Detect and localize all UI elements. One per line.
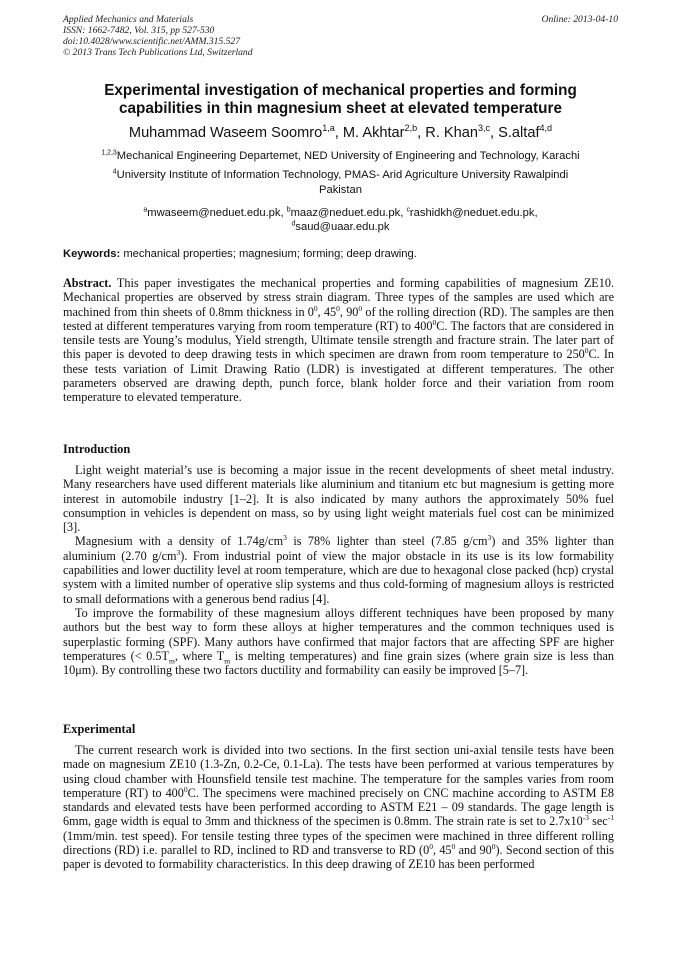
affiliation-sup: 1,2,3 [101,149,117,157]
para-sub: m [168,656,175,666]
issn-line: ISSN: 1662-7482, Vol. 315, pp 527-530 [63,25,215,36]
keywords [63,247,618,262]
para-sup: 3 [487,533,492,543]
affiliation-1 [63,149,618,164]
para-sup: 3 [176,547,181,557]
para-text: ) and 35% lighter than aluminium (2.70 g/cm [63,534,615,563]
abstract [63,276,614,405]
author-name: S.altaf [498,125,540,141]
para-text: is 78% lighter than steel (7.85 g/cm [286,534,488,549]
affiliation-text: University Institute of Information Technology, PMAS- Arid Agriculture University Rawalpindi [116,169,569,181]
email-c: rashidkh@neduet.edu.pk [409,207,535,219]
journal-header [63,14,618,58]
author-sup: 2,b [404,123,418,134]
para-text: ). From industrial point of view the major obstacle in its use is its low formability capabilities and lower ductility level at room temperature, which are due to hexagonal close packed (hcp) crystal system with a limited number of operative slip systems and thus cold-forming of magnesium alloys is restricted to small deformations with a generous bend radius [4]. [63,548,614,606]
para-text: ). Second section of this paper is devoted to formability characteristics. In this deep drawing of ZE10 has been performed [63,843,614,872]
degree-sup: 0 [432,317,437,327]
para-sup: 0 [451,842,456,852]
intro-paragraph-1: Light weight material’s use is becoming a major issue in the recent developments of sheet metal industry. Many researchers have used different materials like aluminium and titanium etc but magnesium is getting more interest in automobile industry [1–2]. It is also indicated by many authors the approximately 50% fuel consumption in vehicles is dependent on mass, so by using light weight materials fuel cost can be minimized [3]. [63,463,614,535]
para-text: is melting temperatures) and fine grain sizes (where grain size is less than 10μm). By controlling these two factors ductility and formability can easily be improved [5–7]. [63,648,614,678]
email-sup: b [286,206,291,214]
abstract-label: Abstract. [63,276,112,290]
degree-sup: 0 [358,303,363,313]
para-sub: m [224,656,231,666]
affiliation-2 [63,168,618,198]
keywords-label: Keywords: [63,248,121,260]
para-text: To improve the formability of these magnesium alloys different techniques have been proposed by many authors but the best way to form these alloys at higher temperatures and the common techniques used is superplastic forming (SPF). Many authors have confirmed that major factors that are affecting SPF are higher temperatures (< 0.5T [63,605,614,663]
abstract-text: This paper investigates the mechanical properties and forming capabilities of magnesium ZE10. Mechanical properties are observed by stress strain diagram. Three types of the samples are used which are machined from thin sheets of 0.8mm thickness in 0 [63,276,614,319]
email-a: mwaseem@neduet.edu.pk [147,207,281,219]
para-text: , where T [174,648,225,663]
doi-line: doi:10.4028/www.scientific.net/AMM.315.527 [63,36,241,47]
abstract-text: C. In these tests variation of Limit Drawing Ratio (LDR) is investigated at different temperatures. The other parameters observed are drawing depth, punch force, blank holder force and their variation from room temperature to elevated temperature. [63,347,615,405]
para-sup: 0 [491,842,496,852]
email-sup: c [406,206,410,214]
para-sup: 0 [429,842,433,852]
experimental-paragraph [63,743,614,872]
affiliation-sup: 4 [112,168,117,176]
copyright-line: © 2013 Trans Tech Publications Ltd, Switzerland [63,47,253,58]
author-name: M. Akhtar [342,125,405,141]
email-d: saud@uaar.edu.pk [295,221,390,233]
para-text: and 90 [455,843,492,858]
para-sup: 0 [183,784,188,794]
email-sup: a [143,206,148,214]
abstract-text: C. The factors that are considered in tensile tests are Young’s modulus, Yield strength, Ultimate tensile strength and fracture strain. The later part of this paper is devoted to deep drawing tests in which specimen are drawn from room temperature to 250 [63,318,614,362]
author-list: Muhammad Waseem Soomro$^{1,a}$, M. Akhtar$^{2,b}$, R. Khan$^{3,c}$, S.altaf$^{4,d}$ [128,123,553,141]
degree-sup: 0 [584,346,589,356]
email-sup: d [291,220,296,228]
para-text: The current research work is divided into two sections. In the first section uni-axial tensile tests have been made on magnesium ZE10 (1.3-Zn, 0.2-Ce, 0.1-La). The tests have been performed at various temperatures by using cloud chamber with Hounsfield tensile test machine. The temperature for the samples varies from room temperature (RT) to 400 [63,743,614,800]
degree-sup: 0 [336,303,340,313]
experimental-body [63,743,614,872]
para-sup: 3 [283,533,287,543]
email-list: $^a$mwaseem@neduet.edu.pk, $^b$maaz@neduet.edu.pk, $^c$rashidkh@neduet.edu.pk, $^d$saud@uaar.edu.pk [143,206,538,233]
affiliation-text: Mechanical Engineering Departemet, NED University of Engineering and Technology, Karachi [116,150,580,162]
para-sup: -1 [607,813,615,823]
degree-sup: 0 [313,303,318,313]
paper-title [63,82,618,118]
journal-name: Applied Mechanics and Materials [63,14,194,25]
author-sup: 1,a [322,123,335,134]
introduction-body [63,463,614,677]
keywords-text: mechanical properties; magnesium; forming; deep drawing. [123,248,417,260]
intro-paragraph-2 [63,534,614,605]
email-b: maaz@neduet.edu.pk [290,207,401,219]
title-line-1: Experimental investigation of mechanical properties and forming [104,82,577,99]
author-name: R. Khan [425,125,478,141]
intro-paragraph-3 [63,606,614,677]
para-text: (1mm/min. test speed). For tensile testing three types of the specimen were machined in three different rolling directions (RD) i.e. parallel to RD, inclined to RD and transverse to RD (0 [63,828,614,858]
abstract-text: , 45 [317,304,337,319]
experimental-heading: Experimental [63,722,136,736]
online-date: Online: 2013-04-10 [541,14,618,25]
abstract-text: of the rolling direction (RD). The samples are then tested at different temperatures varying from room temperature (RT) to 400 [63,304,615,333]
para-text: , 45 [432,843,452,858]
para-text: Magnesium with a density of 1.74g/cm [75,534,284,549]
author-sup: 3,c [477,123,491,134]
author-name: Muhammad Waseem Soomro [128,125,323,141]
para-text: C. The specimens were machined precisely on CNC machine according to ASTM E8 standards and elevated tests have been performed according to ASTM E21 – 09 standards. The gage length is 6mm, gage width is equal to 3mm and thickness of the specimen is 0.8mm. The strain rate is set to 2.7x10 [63,785,614,829]
author-sup: 4,d [539,123,553,134]
affiliation-country: Pakistan [319,184,362,196]
introduction-heading: Introduction [63,442,131,456]
para-text: sec [588,814,608,829]
para-sup: -3 [582,813,589,823]
title-line-2: capabilities in thin magnesium sheet at elevated temperature [119,100,562,117]
abstract-text: , 90 [339,304,359,319]
